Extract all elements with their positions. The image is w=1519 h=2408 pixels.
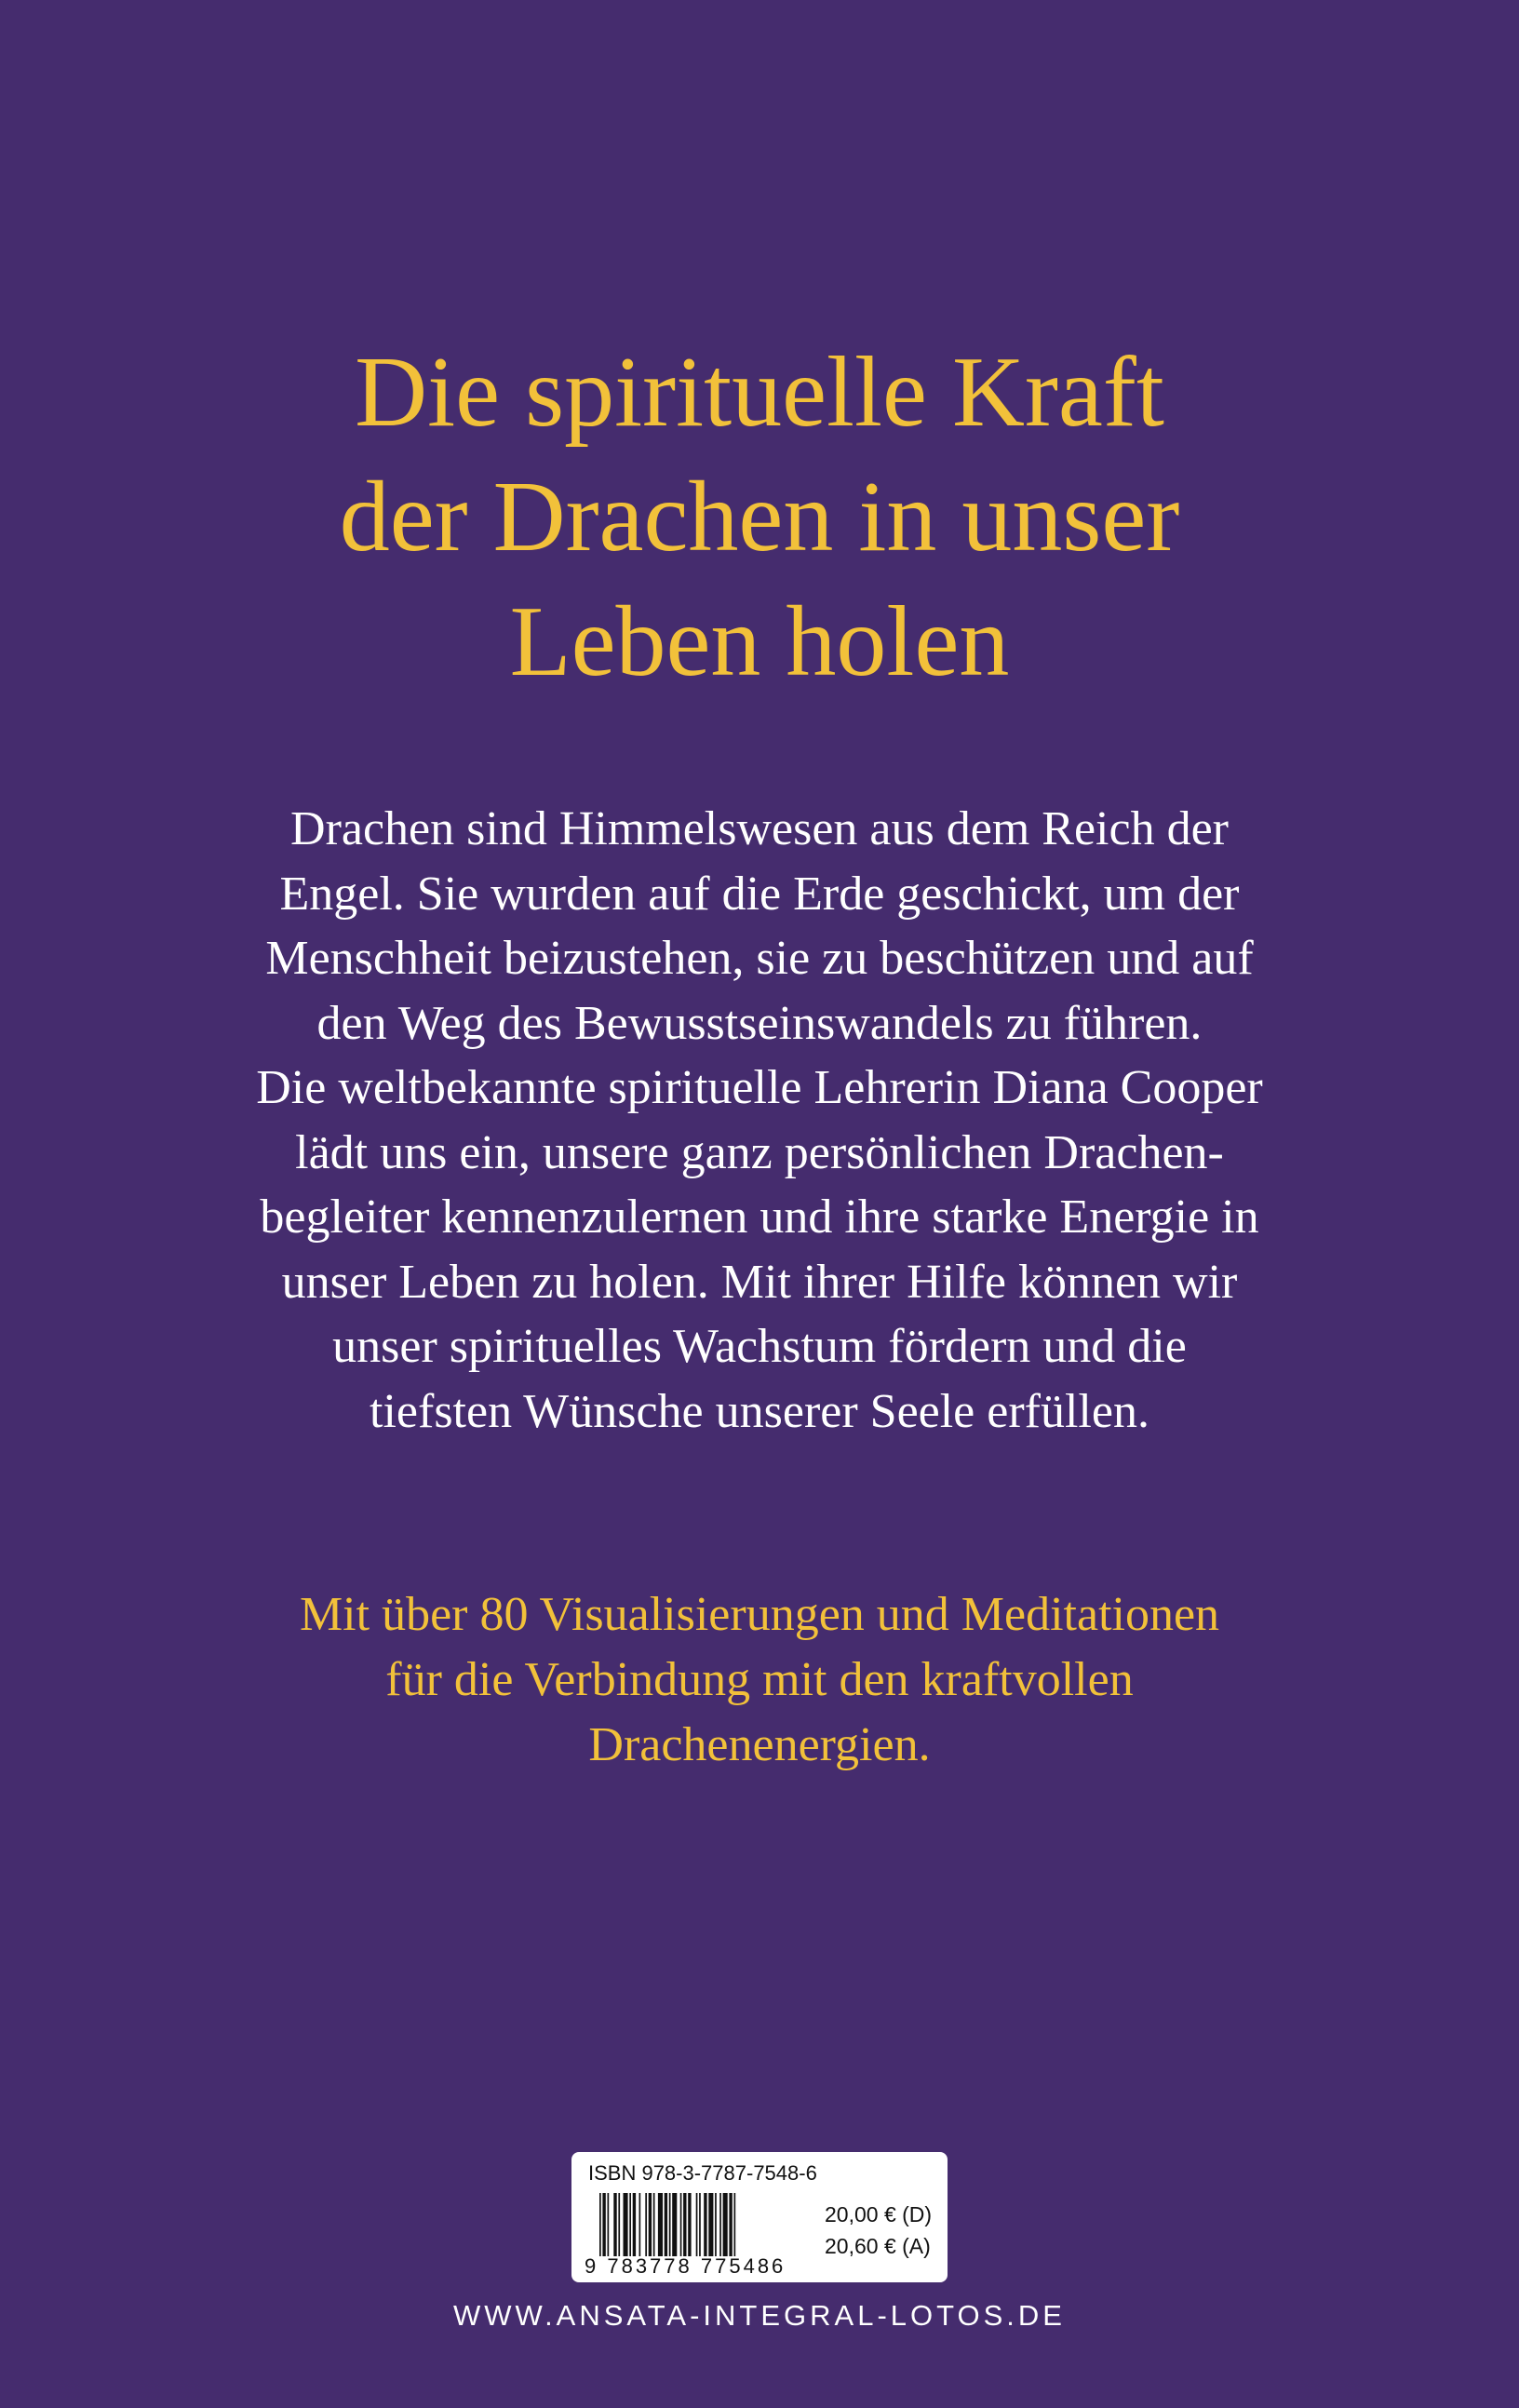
barcode-icon bbox=[599, 2193, 804, 2256]
blurb-line: den Weg des Bewusstseinswandels zu führen. bbox=[316, 996, 1203, 1050]
tagline bbox=[0, 1582, 1519, 1778]
blurb-line: unser Leben zu holen. Mit ihrer Hilfe können wir bbox=[281, 1255, 1238, 1309]
ean-digits: 9 783778 775486 bbox=[585, 2254, 786, 2278]
blurb-text bbox=[0, 797, 1519, 1444]
isbn-number: ISBN 978-3-7787-7548-6 bbox=[588, 2161, 817, 2185]
blurb-line: unser spirituelles Wachstum fördern und die bbox=[332, 1320, 1187, 1373]
blurb-line: lädt uns ein, unsere ganz persönlichen Drachen- bbox=[295, 1125, 1224, 1179]
tagline-line: für die Verbindung mit den kraftvollen bbox=[385, 1653, 1134, 1706]
price-list bbox=[825, 2199, 932, 2262]
headline-line: Leben holen bbox=[509, 586, 1010, 697]
blurb-line: Menschheit beizustehen, sie zu beschützen und auf bbox=[265, 932, 1254, 985]
blurb-line: Die weltbekannte spirituelle Lehrerin Diana Cooper bbox=[256, 1061, 1263, 1114]
price-germany: 20,00 € (D) bbox=[825, 2202, 933, 2226]
blurb-line: tiefsten Wünsche unserer Seele erfüllen. bbox=[370, 1384, 1149, 1438]
publisher-website: WWW.ANSATA-INTEGRAL-LOTOS.DE bbox=[453, 2299, 1066, 2332]
blurb-line: Drachen sind Himmelswesen aus dem Reich der bbox=[290, 802, 1229, 855]
blurb-line: Engel. Sie wurden auf die Erde geschickt, um der bbox=[279, 867, 1240, 921]
headline-line: der Drachen in unser bbox=[339, 462, 1180, 572]
tagline-line: Mit über 80 Visualisierungen und Meditationen bbox=[299, 1588, 1220, 1641]
tagline-line: Drachenenergien. bbox=[588, 1718, 931, 1771]
blurb-line: begleiter kennenzulernen und ihre starke Energie in bbox=[260, 1191, 1259, 1244]
price-austria: 20,60 € (A) bbox=[825, 2234, 931, 2258]
barcode-label bbox=[571, 2152, 948, 2282]
headline-line: Die spirituelle Kraft bbox=[355, 337, 1164, 448]
headline bbox=[0, 330, 1519, 705]
